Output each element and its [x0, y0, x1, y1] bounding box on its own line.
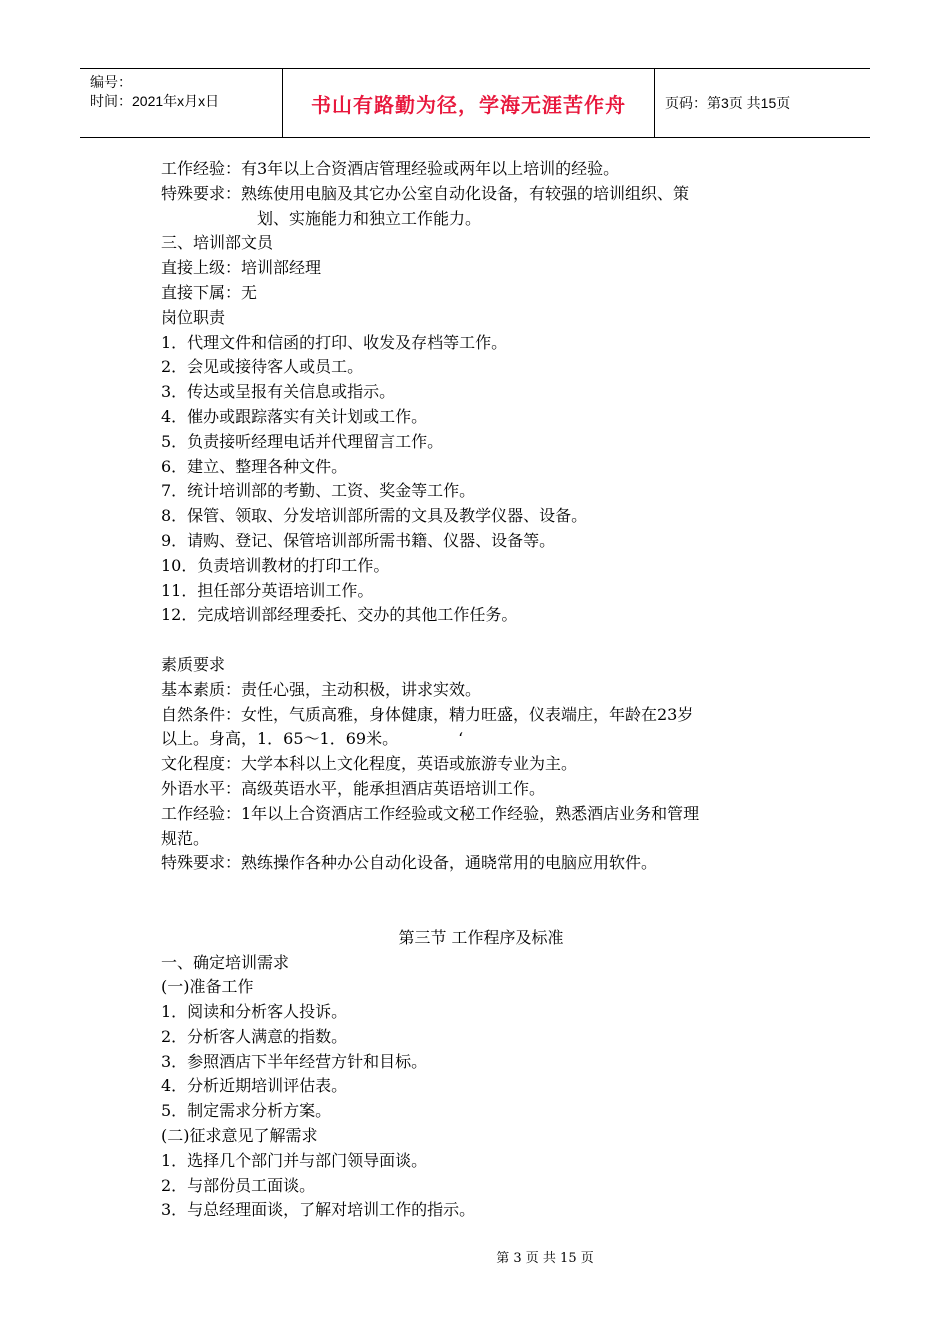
paragraph-line: 外语水平：高级英语水平，能承担酒店英语培训工作。	[161, 778, 546, 798]
paragraph-line: 工作经验：有3年以上合资酒店管理经验或两年以上培训的经验。	[161, 159, 620, 178]
duty-item: 6．建立、整理各种文件。	[161, 456, 348, 476]
page-label: 页码：第3页 共15页	[665, 95, 791, 111]
duty-item: 3．传达或呈报有关信息或指示。	[161, 382, 396, 402]
paragraph-line: 文化程度：大学本科以上文化程度，英语或旅游专业为主。	[161, 754, 578, 774]
paragraph-line: 规范。	[161, 828, 210, 848]
paragraph-line: 自然条件：女性，气质高雅，身体健康，精力旺盛，仪表端庄，年龄在23岁	[161, 704, 694, 724]
paragraph-line: 直接下属：无	[161, 282, 258, 302]
page-footer: 第 3 页 共 15 页	[496, 1251, 594, 1266]
duty-item: 12．完成培训部经理委托、交办的其他工作任务。	[161, 605, 518, 625]
duty-item: 1．代理文件和信函的打印、收发及存档等工作。	[161, 332, 508, 352]
heading-quality: 素质要求	[161, 654, 226, 674]
heading-duties: 岗位职责	[161, 307, 226, 327]
paragraph-line: 直接上级：培训部经理	[161, 258, 322, 278]
subheading-collect: (二)征求意见了解需求	[161, 1126, 318, 1146]
paragraph-line: 划、实施能力和独立工作能力。	[257, 208, 482, 228]
prep-item: 1．阅读和分析客人投诉。	[161, 1002, 348, 1022]
header-page-cell	[655, 69, 870, 137]
header-table	[80, 68, 870, 138]
duty-item: 9．请购、登记、保管培训部所需书籍、仪器、设备等。	[161, 530, 556, 550]
collect-item: 1．选择几个部门并与部门领导面谈。	[161, 1150, 428, 1170]
duty-item: 4．催办或跟踪落实有关计划或工作。	[161, 406, 428, 426]
duty-item: 10．负责培训教材的打印工作。	[161, 555, 390, 575]
heading-training-needs: 一、确定培训需求	[161, 952, 290, 972]
paragraph-line: 基本素质：责任心强，主动积极，讲求实效。	[161, 679, 482, 699]
spacer	[161, 876, 821, 926]
prep-item: 5．制定需求分析方案。	[161, 1101, 332, 1121]
collect-item: 2．与部份员工面谈。	[161, 1175, 316, 1195]
duty-item: 7．统计培训部的考勤、工资、奖金等工作。	[161, 481, 476, 501]
paragraph-line	[161, 727, 821, 752]
stray-mark: ‘	[458, 729, 464, 749]
heading-clerk: 三、培训部文员	[161, 233, 274, 253]
prep-item: 4．分析近期培训评估表。	[161, 1076, 348, 1096]
document-body	[161, 157, 821, 1223]
paragraph-line: 工作经验：1年以上合资酒店工作经验或文秘工作经验，熟悉酒店业务和管理	[161, 803, 700, 823]
duty-item: 11．担任部分英语培训工作。	[161, 580, 374, 600]
duty-item: 5．负责接听经理电话并代理留言工作。	[161, 431, 444, 451]
prep-item: 2．分析客人满意的指数。	[161, 1026, 348, 1046]
subheading-preparation: (一)准备工作	[161, 977, 254, 997]
header-info-cell	[80, 69, 283, 137]
header-motto-cell	[283, 69, 655, 137]
spacer	[161, 628, 821, 653]
prep-item: 3．参照酒店下半年经营方针和目标。	[161, 1051, 428, 1071]
motto: 书山有路勤为径，学海无涯苦作舟	[311, 92, 626, 117]
collect-item: 3．与总经理面谈，了解对培训工作的指示。	[161, 1200, 476, 1220]
duty-item: 2．会见或接待客人或员工。	[161, 357, 364, 377]
height-text: 以上。身高，1．65～1．69米。	[161, 729, 399, 749]
section-title: 第三节 工作程序及标准	[398, 927, 564, 947]
duty-item: 8．保管、领取、分发培训部所需的文具及教学仪器、设备。	[161, 506, 588, 526]
paragraph-line: 特殊要求：熟练操作各种办公自动化设备，通晓常用的电脑应用软件。	[161, 853, 658, 873]
date-label: 时间：2021年x月x日	[90, 93, 220, 109]
paragraph-line: 特殊要求：熟练使用电脑及其它办公室自动化设备，有较强的培训组织、策	[161, 183, 690, 203]
code-label: 编号：	[90, 74, 132, 90]
